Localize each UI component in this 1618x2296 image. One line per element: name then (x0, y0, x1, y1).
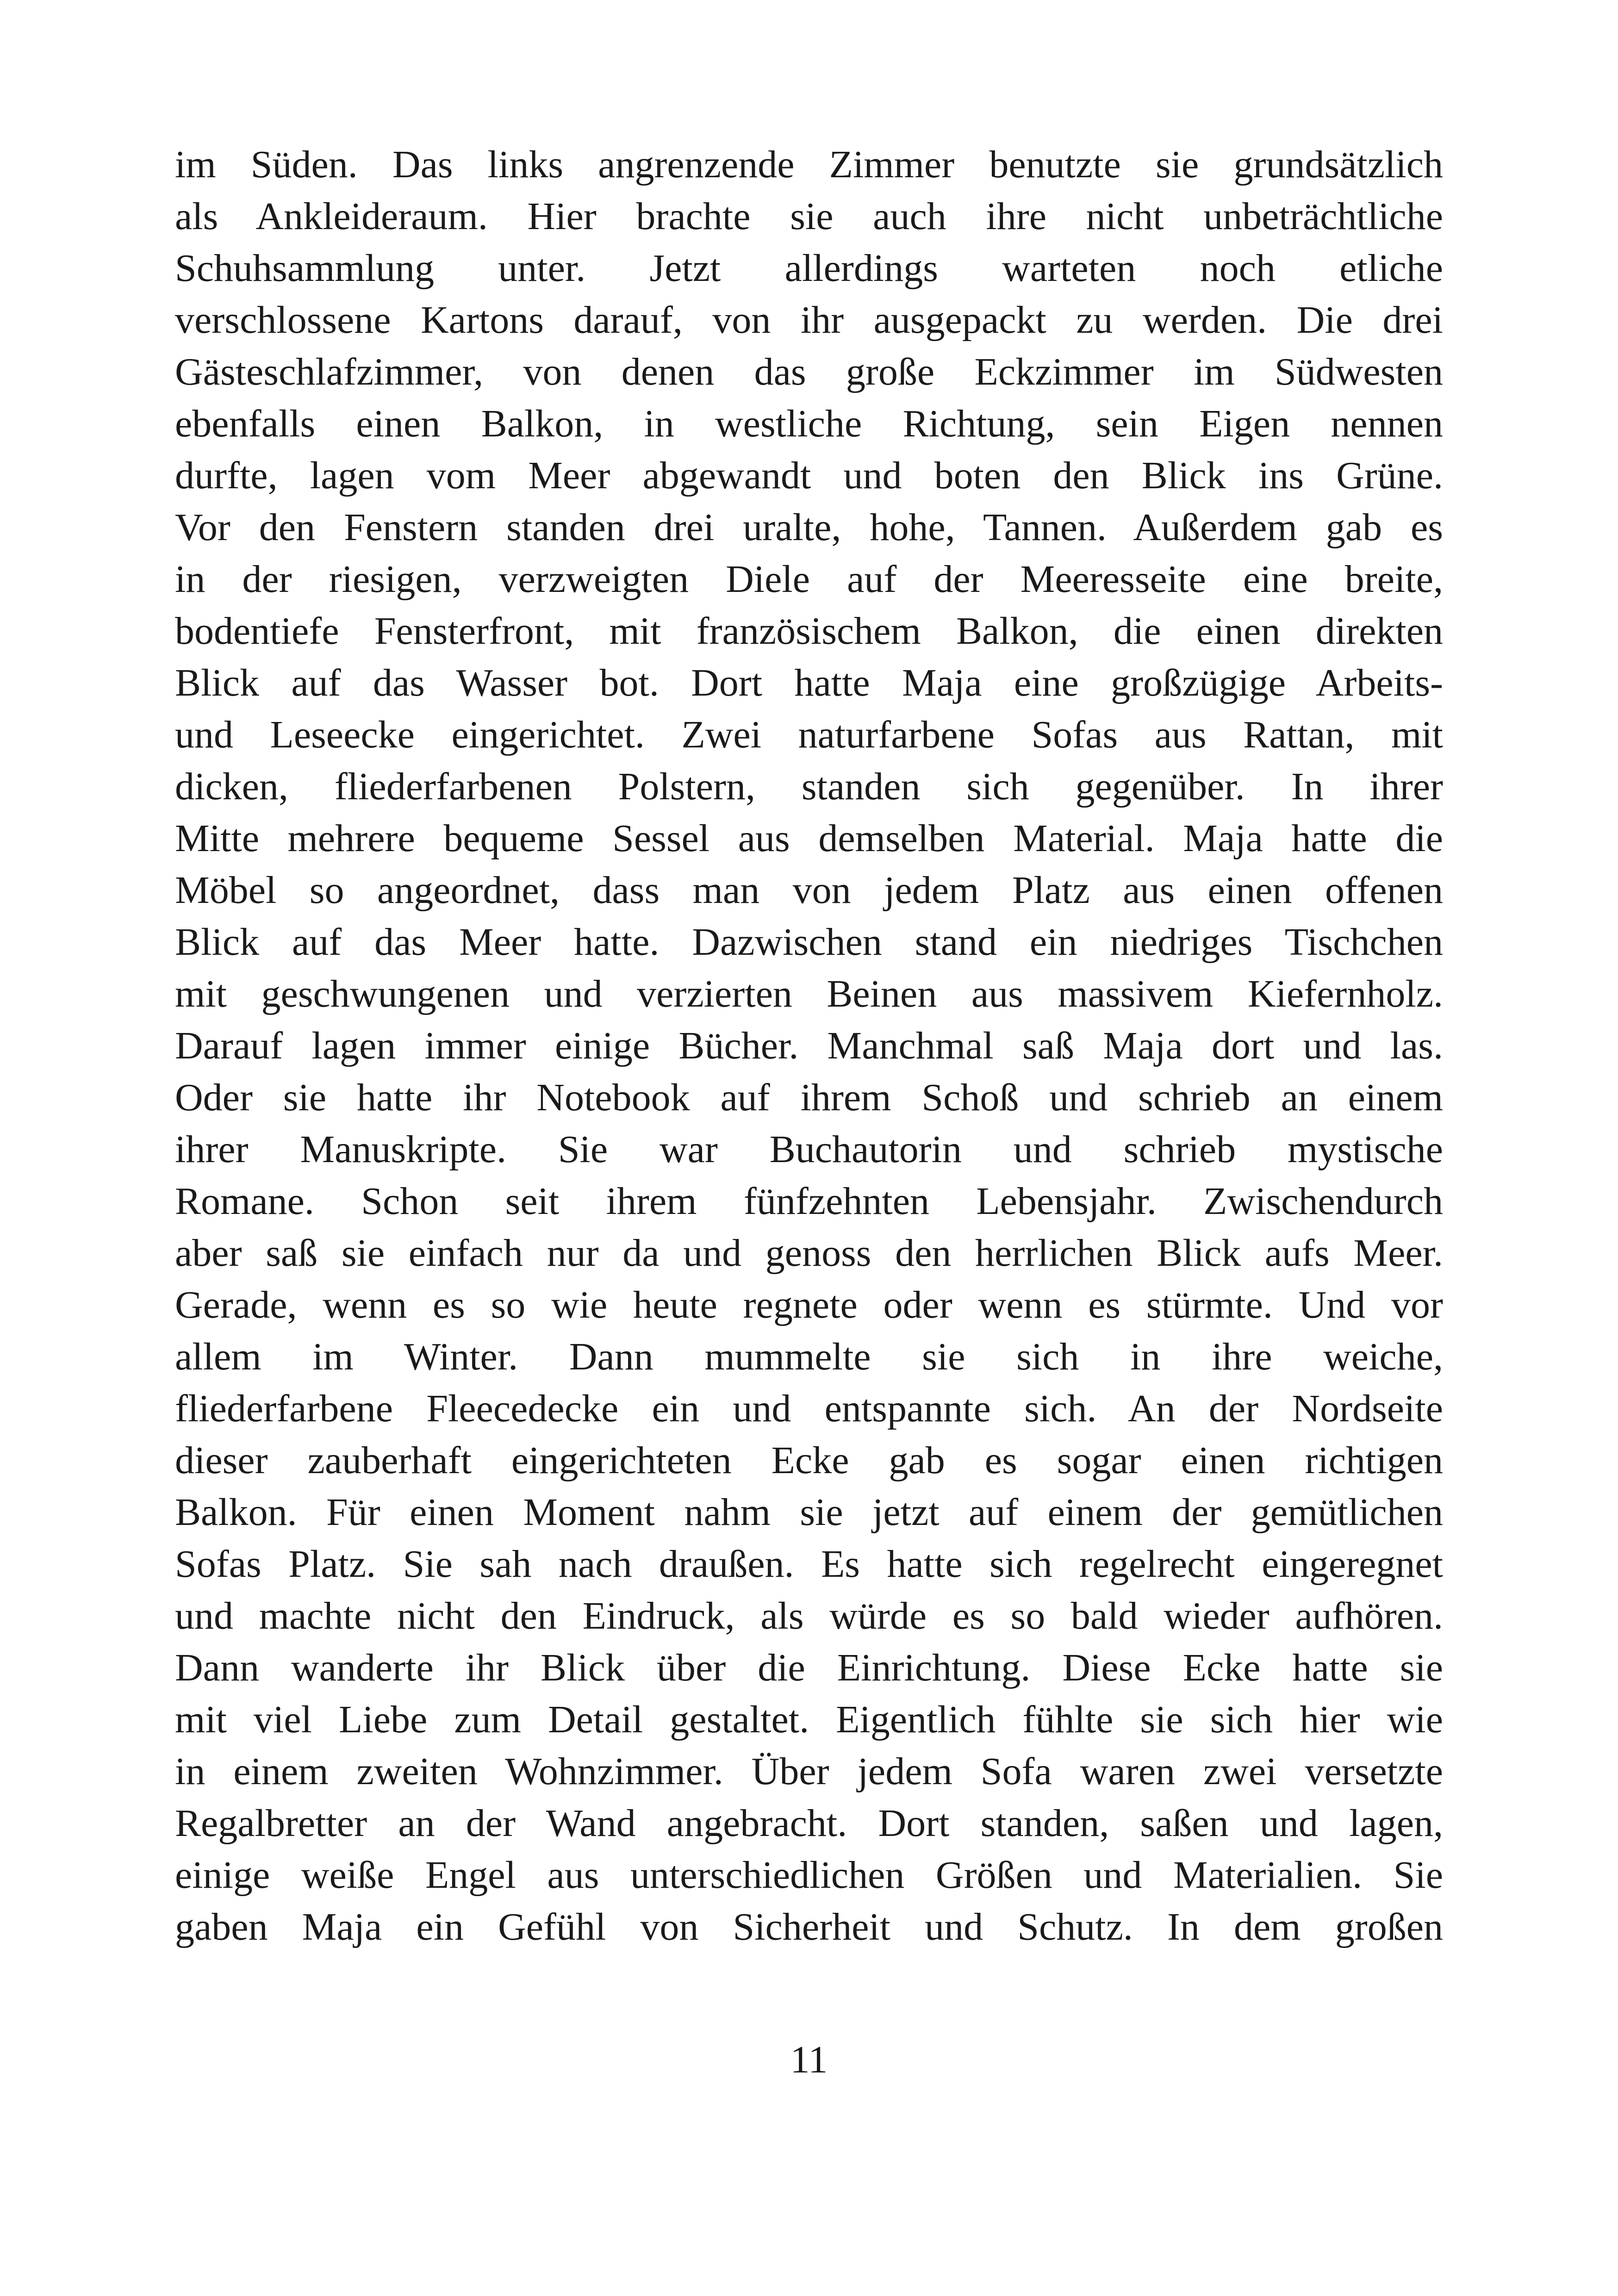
text-line: Blick auf das Meer hatte. Dazwischen stand ein niedriges Tischchen (175, 921, 1443, 964)
text-line: und machte nicht den Eindruck, als würde es so bald wieder aufhören. (175, 1594, 1443, 1637)
text-line: Sofas Platz. Sie sah nach draußen. Es hatte sich regelrecht eingeregnet (175, 1543, 1443, 1586)
text-line: in einem zweiten Wohnzimmer. Über jedem Sofa waren zwei versetzte (175, 1750, 1443, 1793)
text-line: ebenfalls einen Balkon, in westliche Richtung, sein Eigen nennen (175, 402, 1443, 445)
text-line: dieser zauberhaft eingerichteten Ecke gab es sogar einen richtigen (175, 1439, 1443, 1482)
text-line: fliederfarbene Fleecedecke ein und entspannte sich. An der Nordseite (175, 1387, 1443, 1430)
text-line: Möbel so angeordnet, dass man von jedem Platz aus einen offenen (175, 869, 1443, 912)
text-line: gaben Maja ein Gefühl von Sicherheit und Schutz. In dem großen (175, 1905, 1443, 1948)
text-line: und Leseecke eingerichtet. Zwei naturfarbene Sofas aus Rattan, mit (175, 713, 1443, 756)
page-number: 11 (790, 2038, 828, 2081)
text-line: bodentiefe Fensterfront, mit französischem Balkon, die einen direkten (175, 610, 1443, 653)
text-line: als Ankleideraum. Hier brachte sie auch ihre nicht unbeträchtliche (175, 195, 1443, 238)
text-line: in der riesigen, verzweigten Diele auf der Meeresseite eine breite, (175, 558, 1443, 601)
text-line: Gerade, wenn es so wie heute regnete oder wenn es stürmte. Und vor (175, 1283, 1443, 1326)
text-line: Dann wanderte ihr Blick über die Einrichtung. Diese Ecke hatte sie (175, 1646, 1443, 1689)
text-line: Gästeschlafzimmer, von denen das große Eckzimmer im Südwesten (175, 350, 1443, 393)
text-line: einige weiße Engel aus unterschiedlichen Größen und Materialien. Sie (175, 1854, 1443, 1897)
text-line: Regalbretter an der Wand angebracht. Dort standen, saßen und lagen, (175, 1802, 1443, 1845)
text-line: Balkon. Für einen Moment nahm sie jetzt auf einem der gemütlichen (175, 1491, 1443, 1534)
text-line: dicken, fliederfarbenen Polstern, standen sich gegenüber. In ihrer (175, 765, 1443, 808)
text-line: Blick auf das Wasser bot. Dort hatte Maja eine großzügige Arbeits- (175, 661, 1443, 704)
text-line: Romane. Schon seit ihrem fünfzehnten Lebensjahr. Zwischendurch (175, 1180, 1443, 1223)
text-line: Darauf lagen immer einige Bücher. Manchmal saß Maja dort und las. (175, 1024, 1443, 1067)
text-line: mit geschwungenen und verzierten Beinen aus massivem Kiefernholz. (175, 972, 1443, 1015)
text-line: Vor den Fenstern standen drei uralte, hohe, Tannen. Außerdem gab es (175, 506, 1443, 549)
body-text (175, 139, 1443, 1953)
text-line: durfte, lagen vom Meer abgewandt und boten den Blick ins Grüne. (175, 454, 1443, 497)
text-line: Schuhsammlung unter. Jetzt allerdings warteten noch etliche (175, 247, 1443, 290)
text-line: aber saß sie einfach nur da und genoss den herrlichen Blick aufs Meer. (175, 1232, 1443, 1275)
text-line: im Süden. Das links angrenzende Zimmer benutzte sie grundsätzlich (175, 143, 1443, 186)
text-line: ihrer Manuskripte. Sie war Buchautorin und schrieb mystische (175, 1128, 1443, 1171)
text-line: Oder sie hatte ihr Notebook auf ihrem Schoß und schrieb an einem (175, 1076, 1443, 1119)
text-line: mit viel Liebe zum Detail gestaltet. Eigentlich fühlte sie sich hier wie (175, 1698, 1443, 1741)
text-line: verschlossene Kartons darauf, von ihr ausgepackt zu werden. Die drei (175, 299, 1443, 342)
text-line: allem im Winter. Dann mummelte sie sich in ihre weiche, (175, 1335, 1443, 1378)
text-line: Mitte mehrere bequeme Sessel aus demselben Material. Maja hatte die (175, 817, 1443, 860)
